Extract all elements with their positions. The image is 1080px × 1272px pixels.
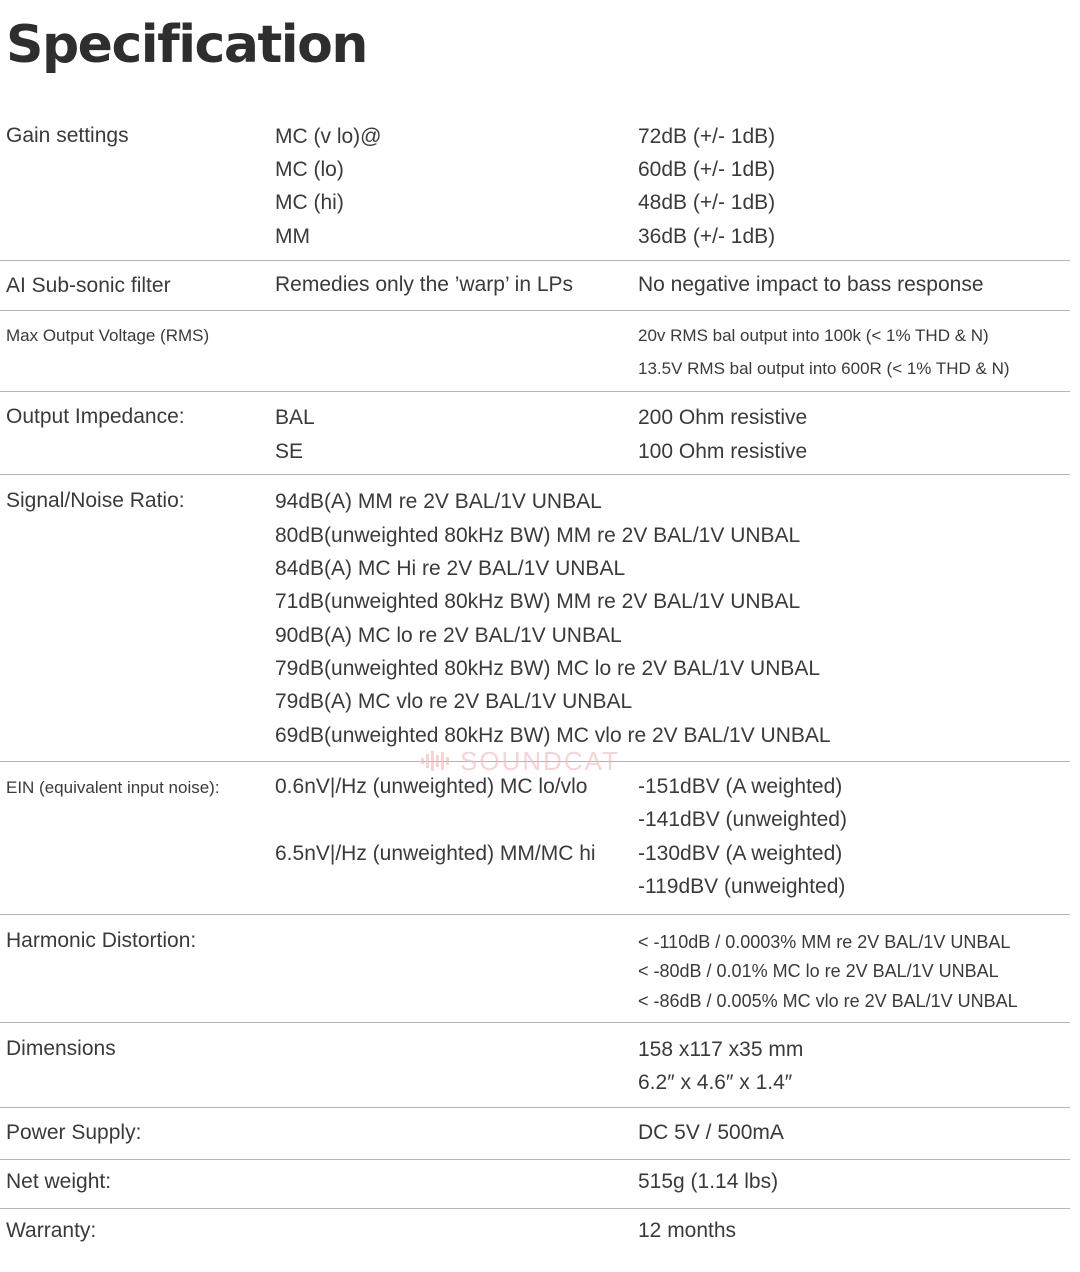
gain-label: Gain settings [6, 124, 129, 147]
impedance-value: 200 Ohm resistive [638, 406, 808, 429]
snr-value: 80dB(unweighted 80kHz BW) MM re 2V BAL/1V UNBAL [275, 524, 801, 547]
impedance-value: 100 Ohm resistive [638, 440, 808, 463]
warranty-value: 12 months [638, 1219, 737, 1242]
dimensions-label: Dimensions [6, 1037, 116, 1060]
max-output-label: Max Output Voltage (RMS) [6, 326, 210, 345]
snr-value: 71dB(unweighted 80kHz BW) MM re 2V BAL/1V UNBAL [275, 590, 801, 613]
thd-value: < -86dB / 0.005% MC vlo re 2V BAL/1V UNBAL [638, 991, 1018, 1011]
page-title: Specification [6, 15, 367, 75]
snr-value: 79dB(unweighted 80kHz BW) MC lo re 2V BAL/1V UNBAL [275, 657, 821, 680]
ein-value: -151dBV (A weighted) [638, 775, 843, 798]
snr-value: 69dB(unweighted 80kHz BW) MC vlo re 2V BAL/1V UNBAL [275, 724, 831, 747]
gain-value: 36dB (+/- 1dB) [638, 225, 776, 248]
gain-mode: MM [275, 225, 310, 248]
watermark [420, 746, 620, 776]
ein-value: -119dBV (unweighted) [638, 875, 846, 898]
gain-value: 60dB (+/- 1dB) [638, 158, 776, 181]
ein-label: EIN (equivalent input noise): [6, 778, 220, 797]
snr-value: 84dB(A) MC Hi re 2V BAL/1V UNBAL [275, 557, 626, 580]
row-divider [0, 474, 1070, 475]
thd-value: < -80dB / 0.01% MC lo re 2V BAL/1V UNBAL [638, 961, 999, 981]
ein-value: -130dBV (A weighted) [638, 842, 843, 865]
ein-mode: 6.5nV|/Hz (unweighted) MM/MC hi [275, 842, 596, 865]
thd-value: < -110dB / 0.0003% MM re 2V BAL/1V UNBAL [638, 932, 1011, 952]
dimensions-value: 158 x117 x35 mm [638, 1038, 804, 1061]
dimensions-value: 6.2″ x 4.6″ x 1.4″ [638, 1071, 793, 1094]
impedance-mode: BAL [275, 406, 315, 429]
max-output-value: 20v RMS bal output into 100k (< 1% THD & N) [638, 326, 989, 345]
row-divider [0, 1159, 1070, 1160]
snr-label: Signal/Noise Ratio: [6, 489, 185, 512]
weight-value: 515g (1.14 lbs) [638, 1170, 779, 1193]
snr-value: 90dB(A) MC lo re 2V BAL/1V UNBAL [275, 624, 622, 647]
gain-mode: MC (v lo)@ [275, 125, 382, 148]
row-divider [0, 260, 1070, 261]
watermark-text: SOUNDCAT [460, 745, 620, 776]
ein-mode: 0.6nV|/Hz (unweighted) MC lo/vlo [275, 775, 588, 798]
row-divider [0, 914, 1070, 915]
subsonic-value: No negative impact to bass response [638, 273, 984, 296]
gain-mode: MC (lo) [275, 158, 344, 181]
thd-label: Harmonic Distortion: [6, 929, 197, 952]
soundwave-icon [420, 750, 454, 772]
subsonic-label: AI Sub-sonic filter [6, 274, 171, 297]
row-divider [0, 1208, 1070, 1209]
gain-mode: MC (hi) [275, 191, 344, 214]
warranty-label: Warranty: [6, 1219, 97, 1242]
impedance-mode: SE [275, 440, 304, 463]
snr-value: 94dB(A) MM re 2V BAL/1V UNBAL [275, 490, 602, 513]
weight-label: Net weight: [6, 1170, 112, 1193]
row-divider [0, 1107, 1070, 1108]
row-divider [0, 310, 1070, 311]
power-label: Power Supply: [6, 1121, 142, 1144]
snr-value: 79dB(A) MC vlo re 2V BAL/1V UNBAL [275, 690, 633, 713]
gain-value: 72dB (+/- 1dB) [638, 125, 776, 148]
power-value: DC 5V / 500mA [638, 1121, 784, 1144]
row-divider [0, 391, 1070, 392]
max-output-value: 13.5V RMS bal output into 600R (< 1% THD & N) [638, 359, 1010, 378]
subsonic-desc: Remedies only the ’warp’ in LPs [275, 273, 574, 296]
row-divider [0, 1022, 1070, 1023]
impedance-label: Output Impedance: [6, 405, 185, 428]
ein-value: -141dBV (unweighted) [638, 808, 847, 831]
gain-value: 48dB (+/- 1dB) [638, 191, 776, 214]
